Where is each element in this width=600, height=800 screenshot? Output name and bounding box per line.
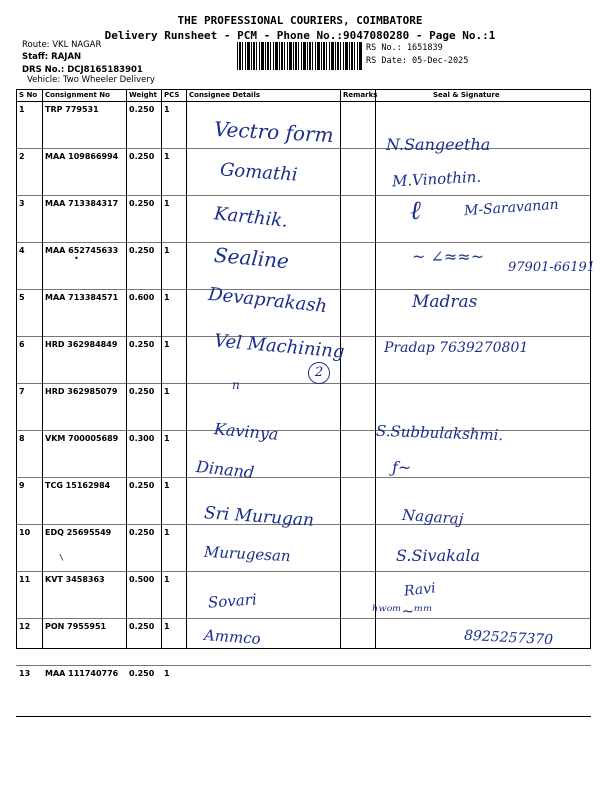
cell-sno: 3 [16,196,42,243]
ink-dot: \ [59,553,64,562]
cell-pcs: 1 [161,337,186,384]
cell-pcs: 1 [161,525,186,572]
handwritten-consignee: Karthik. [213,203,289,232]
cell-sno: 13 [16,666,42,717]
handwritten-signature: Nagaraj [401,505,464,529]
signature-scribble: ƒ~ [392,458,412,477]
col-pcs: PCS [161,89,186,102]
cell-seal [375,666,591,717]
cell-weight: 0.250 [126,196,161,243]
col-sno: S No [16,89,42,102]
cell-weight: 0.250 [126,478,161,525]
cell-weight: 0.600 [126,290,161,337]
cell-weight: 0.250 [126,666,161,717]
cell-consignment: MAA 109866994 [42,149,126,196]
handwritten-consignee: Vel Machining [213,330,346,363]
cell-sno: 2 [16,149,42,196]
cell-consignment: TRP 779531 [42,102,126,149]
cell-weight: 0.500 [126,572,161,619]
col-consignee: Consignee Details [186,89,340,102]
handwritten-consignee: Devaprakash [207,283,329,318]
cell-pcs: 1 [161,478,186,525]
rs-date: RS Date: 05-Dec-2025 [366,56,469,66]
cell-consignment: MAA 111740776 [42,666,126,717]
cell-consignment: HRD 362984849 [42,337,126,384]
company-title: THE PROFESSIONAL COURIERS, COIMBATORE [177,14,423,27]
handwritten-consignee: Kavinya [213,419,280,444]
circled-number: 2 [308,362,330,384]
handwritten-signature: Madras [412,292,478,312]
cell-weight: 0.250 [126,102,161,149]
cell-pcs: 1 [161,290,186,337]
handwritten-signature: M-Saravanan [463,196,560,220]
staff-info: Staff: RAJAN [22,52,82,62]
col-weight: Weight [126,89,161,102]
cell-consignee [186,666,340,717]
cell-pcs: 1 [161,572,186,619]
cell-sno: 7 [16,384,42,431]
handwritten-signature: M.Vinothin. [391,167,482,191]
cell-weight: 0.250 [126,384,161,431]
handwritten-consignee: Dinand [195,457,256,482]
cell-consignment: EDQ 25695549 [42,525,126,572]
cell-weight: 0.300 [126,431,161,478]
vehicle-info: Vehicle: Two Wheeler Delivery [27,75,155,85]
cell-sno: 5 [16,290,42,337]
cell-pcs: 1 [161,431,186,478]
col-seal: Seal & Signature [375,89,591,102]
handwritten-signature: N.Sangeetha [386,135,491,154]
cell-consignment: HRD 362985079 [42,384,126,431]
cell-pcs: 1 [161,102,186,149]
handwritten-consignee: Sovari [207,590,258,612]
table-frame [16,89,591,649]
cell-sno: 12 [16,619,42,666]
cell-sno: 9 [16,478,42,525]
cell-consignment: MAA 713384571 [42,290,126,337]
ink-dot: • [74,254,79,263]
signature-scribble: ʰʷᵒᵐ~ᵐᵐ [372,602,433,620]
handwritten-signature: S.Subbulakshmi. [375,421,504,445]
cell-pcs: 1 [161,196,186,243]
handwritten-signature: 97901-66191 [508,260,596,275]
signature-scribble: ~ ∠≈≈~ [412,247,485,266]
cell-sno: 6 [16,337,42,384]
handwritten-consignee: Sealine [213,242,290,274]
cell-pcs: 1 [161,243,186,290]
signature-scribble: ℓ [410,196,421,226]
barcode [237,42,363,70]
handwritten-consignee: Sri Murugan [203,503,315,531]
cell-consignment: VKM 700005689 [42,431,126,478]
cell-sno: 4 [16,243,42,290]
handwritten-signature: Ravi [403,580,437,600]
handwritten-consignee: Ammco [203,626,262,648]
col-consignment: Consignment No [42,89,126,102]
handwritten-consignee: Murugesan [203,542,292,566]
cell-weight: 0.250 [126,149,161,196]
col-remarks: Remarks [340,89,375,102]
cell-consignment: TCG 15162984 [42,478,126,525]
cell-sno: 10 [16,525,42,572]
cell-consignment: KVT 3458363 [42,572,126,619]
cell-pcs: 1 [161,384,186,431]
cell-consignment: MAA 713384317 [42,196,126,243]
drs-info: DRS No.: DCJ8165183901 [22,65,143,75]
handwritten-consignee: Gomathi [219,159,299,186]
handwritten-signature: 8925257370 [463,627,554,649]
handwritten-signature: Pradap 7639270801 [384,340,529,356]
cell-remarks [340,666,375,717]
handwritten-mark: n [232,378,240,392]
cell-sno: 11 [16,572,42,619]
runsheet-subtitle: Delivery Runsheet - PCM - Phone No.:9047080280 - Page No.:1 [104,29,496,42]
cell-consignment: MAA 652745633 [42,243,126,290]
route-info: Route: VKL NAGAR [22,40,102,50]
handwritten-consignee: Vectro form [213,116,335,148]
cell-weight: 0.250 [126,525,161,572]
cell-pcs: 1 [161,666,186,717]
table-row [16,666,591,717]
cell-weight: 0.250 [126,243,161,290]
cell-consignment: PON 7955951 [42,619,126,666]
cell-sno: 1 [16,102,42,149]
cell-weight: 0.250 [126,619,161,666]
cell-pcs: 1 [161,149,186,196]
cell-pcs: 1 [161,619,186,666]
handwritten-signature: S.Sivakala [396,546,481,565]
cell-weight: 0.250 [126,337,161,384]
cell-sno: 8 [16,431,42,478]
rs-number: RS No.: 1651839 [366,43,443,53]
